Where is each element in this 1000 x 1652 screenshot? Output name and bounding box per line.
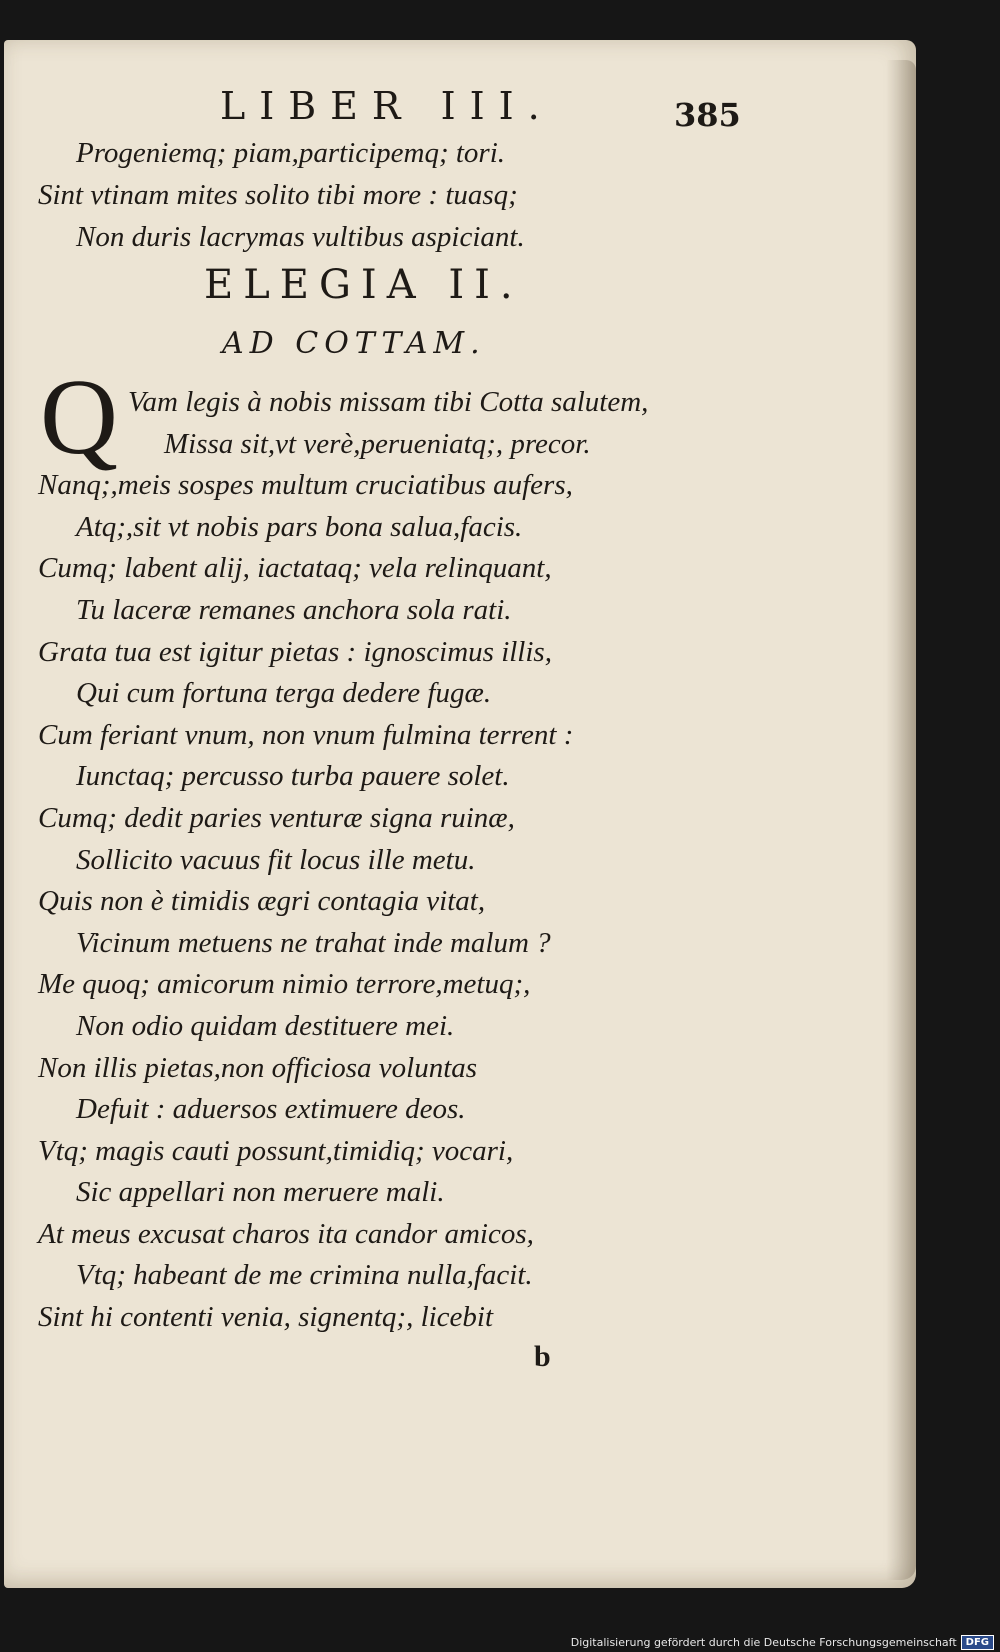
poem-line: Tu laceræ remanes anchora sola rati.	[76, 593, 512, 626]
verse-line: Non duris lacrymas vultibus aspiciant.	[76, 221, 525, 253]
poem-line: Sint hi contenti venia, signentq;, licebit	[38, 1301, 494, 1334]
credit-text: Digitalisierung gefördert durch die Deutsche Forschungsgemeinschaft	[570, 1636, 957, 1649]
poem-line: Iunctaq; percusso turba pauere solet.	[76, 760, 510, 793]
poem-line: Vtq; magis cauti possunt,timidiq; vocari,	[38, 1134, 514, 1167]
poem-line: Non illis pietas,non officiosa voluntas	[38, 1051, 478, 1084]
poem-line: Qui cum fortuna terga dedere fugæ.	[76, 677, 492, 710]
poem-line: Sollicito vacuus fit locus ille metu.	[76, 843, 476, 876]
digitization-credit	[571, 1635, 994, 1650]
dfg-logo: DFG	[961, 1635, 994, 1650]
elegy-dedication: AD COTTAM.	[222, 326, 486, 361]
poem-line: Vtq; habeant de me crimina nulla,facit.	[76, 1259, 533, 1292]
poem-line: Cumq; dedit paries venturæ signa ruinæ,	[38, 801, 515, 834]
poem-line: Quis non è timidis ægri contagia vitat,	[38, 885, 486, 918]
poem-line: Me quoq; amicorum nimio terrore,metuq;,	[38, 968, 531, 1001]
running-head: LIBER III.	[220, 84, 554, 128]
poem-body	[38, 382, 648, 1339]
page-edge-shadow	[886, 60, 916, 1580]
poem-line: Grata tua est igitur pietas : ignoscimus illis,	[38, 635, 552, 668]
poem-line: Missa sit,vt verè,perueniatq;, precor.	[164, 427, 591, 460]
page-number: 385	[674, 96, 741, 134]
poem-line: Nanq;,meis sospes multum cruciatibus aufers,	[38, 469, 573, 502]
catchword: b	[534, 1340, 551, 1373]
poem-line: Cumq; labent alij, iactataq; vela relinquant,	[38, 552, 552, 585]
poem-line: Cum feriant vnum, non vnum fulmina terrent :	[38, 718, 574, 751]
poem-line: Sic appellari non meruere mali.	[76, 1176, 445, 1209]
poem-line: At meus excusat charos ita candor amicos,	[38, 1217, 534, 1250]
poem-line: Vicinum metuens ne trahat inde malum ?	[76, 926, 551, 959]
poem-line: Non odio quidam destituere mei.	[76, 1009, 455, 1042]
poem-line: Atq;,sit vt nobis pars bona salua,facis.	[76, 510, 523, 543]
verse-line: Progeniemq; piam,participemq; tori.	[76, 137, 506, 169]
poem-line: Defuit : aduersos extimuere deos.	[76, 1093, 466, 1126]
elegy-heading: ELEGIA II.	[204, 262, 523, 308]
opening-verse	[38, 132, 525, 258]
drop-cap: Q	[40, 358, 118, 477]
verse-line: Sint vtinam mites solito tibi more : tuasq;	[38, 179, 518, 211]
poem-line: Vam legis à nobis missam tibi Cotta salutem,	[128, 386, 649, 418]
